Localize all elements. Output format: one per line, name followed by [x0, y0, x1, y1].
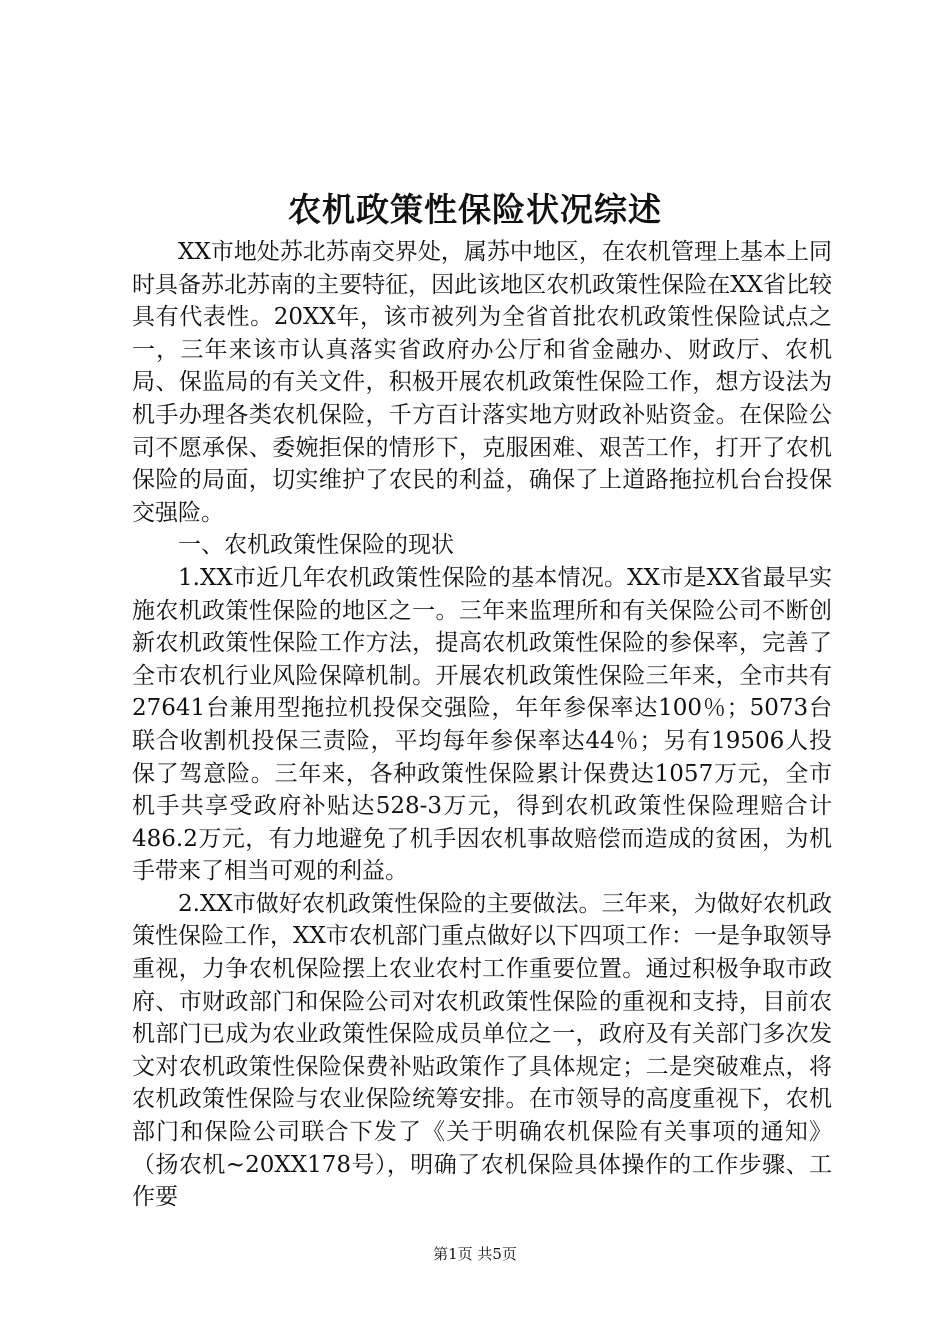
page-number-footer: 第1页 共5页 [433, 1245, 517, 1263]
paragraph-basic-situation: 1.XX市近几年农机政策性保险的基本情况。XX市是XX省最早实施农机政策性保险的地区之一。三年来监理所和有关保险公司不断创新农机政策性保险工作方法，提高农机政策性保险的参保率，完善了全市农机行业风险保障机制。开展农机政策性保险三年来，全市共有27641台兼用型拖拉机投保交强险，年年参保率达100％；5073台联合收割机投保三责险，平均每年参保率达44％；另有19506人投保了驾意险。三年来，各种政策性保险累计保费达1057万元，全市机手共享受政府补贴达528-3万元，得到农机政策性保险理赔合计486.2万元，有力地避免了机手因农机事故赔偿而造成的贫困，为机手带来了相当可观的利益。 [132, 564, 832, 885]
paragraph-main-practices: 2.XX市做好农机政策性保险的主要做法。三年来，为做好农机政策性保险工作，XX市农机部门重点做好以下四项工作：一是争取领导重视，力争农机保险摆上农业农村工作重要位置。通过积极争取市政府、市财政部门和保险公司对农机政策性保险的重视和支持，目前农机部门已成为农业政策性保险成员单位之一，政府及有关部门多次发文对农机政策性保险保费补贴政策作了具体规定；二是突破难点，将农机政策性保险与农业保险统筹安排。在市领导的高度重视下，农机部门和保险公司联合下发了《关于明确农机保险有关事项的通知》（扬农机~20XX178号），明确了农机保险具体操作的工作步骤、工作要 [132, 890, 832, 1211]
document-body [132, 236, 832, 1214]
section-heading-status: 一、农机政策性保险的现状 [178, 532, 454, 559]
document-title: 农机政策性保险状况综述 [288, 190, 662, 229]
paragraph-intro: XX市地处苏北苏南交界处，属苏中地区，在农机管理上基本上同时具备苏北苏南的主要特征，因此该地区农机政策性保险在XX省比较具有代表性。20XX年，该市被列为全省首批农机政策性保险试点之一，三年来该市认真落实省政府办公厅和省金融办、财政厅、农机局、保监局的有关文件，积极开展农机政策性保险工作，想方设法为机手办理各类农机保险，千方百计落实地方财政补贴资金。在保险公司不愿承保、委婉拒保的情形下，克服困难、艰苦工作，打开了农机保险的局面，切实维护了农民的利益，确保了上道路拖拉机台台投保交强险。 [132, 239, 832, 526]
